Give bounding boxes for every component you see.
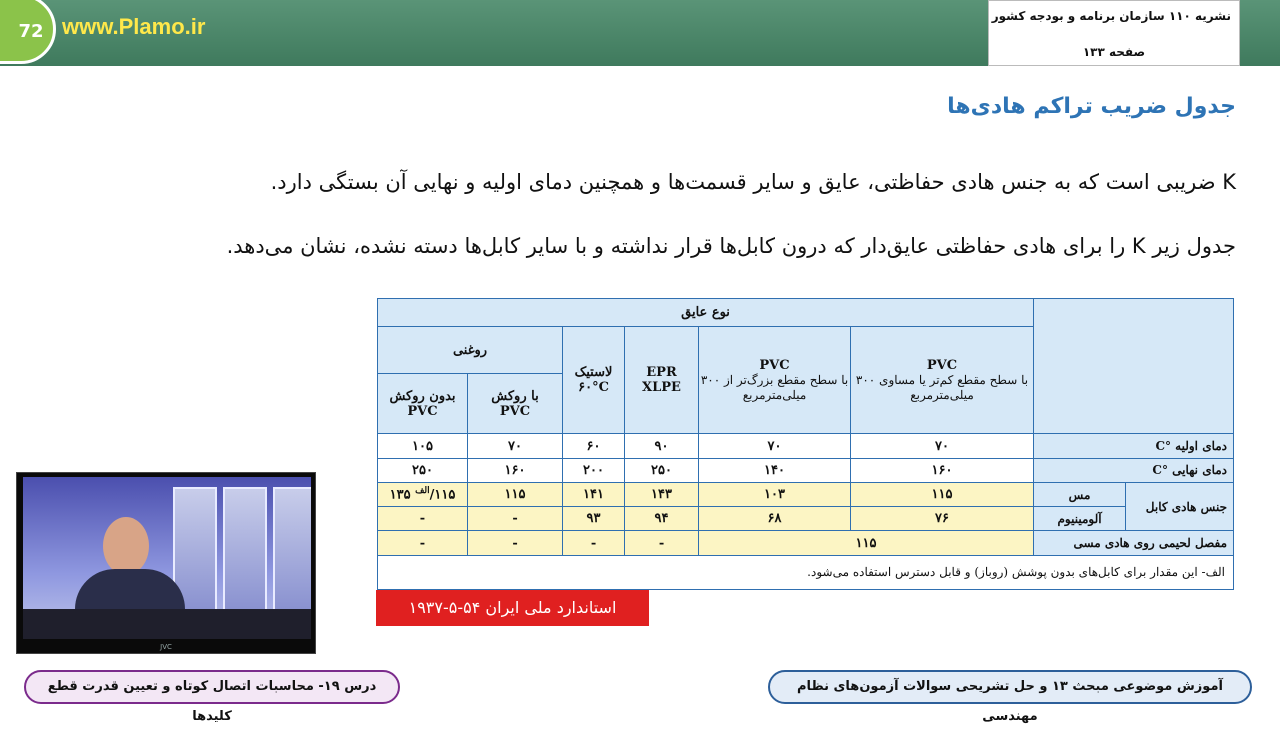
table-cell: ۱۴۳ xyxy=(625,482,699,506)
publication-page: صفحه ۱۳۳ xyxy=(1082,45,1146,59)
table-cell: ۲۰۰ xyxy=(563,458,625,482)
table-cell: - xyxy=(468,531,563,555)
table-cell: ۷۰ xyxy=(699,434,851,458)
col-epr-xlpe: EPR XLPE xyxy=(625,327,699,434)
publication-title: نشریه ۱۱۰ سازمان برنامه و بودجه کشور xyxy=(991,9,1231,23)
site-url: www.Plamo.ir xyxy=(62,14,206,39)
table-cell: ۷۰ xyxy=(851,434,1034,458)
lesson-title-pill: درس ۱۹- محاسبات اتصال کوتاه و تعیین قدرت قطع کلیدها xyxy=(24,670,400,704)
table-cell: ۱۱۵ xyxy=(851,482,1034,506)
col-rubber: لاستیک ۶۰°C xyxy=(563,327,625,434)
col-pvc-large: PVC با سطح مقطع بزرگ‌تر از ۳۰۰ میلی‌مترمربع xyxy=(699,327,851,434)
table-cell: ۲۵۰ xyxy=(625,458,699,482)
table-cell: - xyxy=(563,531,625,555)
table-cell: - xyxy=(625,531,699,555)
table-cell: ۱۶۰ xyxy=(851,458,1034,482)
table-cell-footnoted: ۱۱۵/$^{الف}$ ۱۳۵ xyxy=(378,482,468,506)
table-cell: ۲۵۰ xyxy=(378,458,468,482)
page-number-badge: 72 xyxy=(0,0,56,64)
backdrop-panel xyxy=(273,487,311,611)
table-cell: ۶۰ xyxy=(563,434,625,458)
table-cell: ۷۶ xyxy=(851,507,1034,531)
course-title-pill: آموزش موضوعی مبحث ۱۳ و حل تشریحی سوالات آزمون‌های نظام مهندسی xyxy=(768,670,1252,704)
col-oil-cover: با روکش PVC xyxy=(468,373,563,434)
table-corner xyxy=(1034,299,1234,434)
aluminum-label: آلومینیوم xyxy=(1034,507,1126,531)
monitor-brand: JVC xyxy=(160,643,172,651)
table-cell: ۹۴ xyxy=(625,507,699,531)
desk xyxy=(23,609,311,639)
table-cell: ۱۴۱ xyxy=(563,482,625,506)
col-oil: روغنی xyxy=(378,327,563,373)
table-cell: ۹۳ xyxy=(563,507,625,531)
table-cell: ۷۰ xyxy=(468,434,563,458)
lead-label: مفصل لحیمی روی هادی مسی xyxy=(1034,531,1234,555)
conductor-label: جنس هادی کابل xyxy=(1126,482,1234,531)
table-cell: - xyxy=(378,507,468,531)
table-row xyxy=(378,458,1234,482)
slide-heading: جدول ضریب تراکم هادی‌ها xyxy=(947,94,1236,119)
col-oil-nocover: بدون روکش PVC xyxy=(378,373,468,434)
table-row xyxy=(378,507,1234,531)
table-cell: ۱۰۳ xyxy=(699,482,851,506)
table-cell: ۹۰ xyxy=(625,434,699,458)
table-cell: ۱۴۰ xyxy=(699,458,851,482)
table-row xyxy=(378,434,1234,458)
table-cell: ۱۱۵ xyxy=(468,482,563,506)
paragraph-1: K ضریبی است که به جنس هادی حفاظتی، عایق و سایر قسمت‌ها و همچنین دمای اولیه و نهایی آن بستگی دارد. xyxy=(270,170,1236,194)
presenter-video[interactable] xyxy=(16,472,316,654)
table-cell: - xyxy=(468,507,563,531)
table-cell: ۱۶۰ xyxy=(468,458,563,482)
table-cell: - xyxy=(378,531,468,555)
table-row xyxy=(378,482,1234,506)
backdrop-panel xyxy=(223,487,267,611)
k-factor-table xyxy=(377,298,1234,590)
col-pvc-small: PVC با سطح مقطع کم‌تر یا مساوی ۳۰۰ میلی‌مترمربع xyxy=(851,327,1034,434)
table-row xyxy=(378,531,1234,555)
row-final-label: دمای نهایی °C xyxy=(1034,458,1234,482)
publication-box xyxy=(988,0,1240,66)
table-cell: ۱۰۵ xyxy=(378,434,468,458)
video-frame xyxy=(23,477,311,639)
top-bar xyxy=(0,0,1280,66)
copper-label: مس xyxy=(1034,482,1126,506)
table-footnote: الف- این مقدار برای کابل‌های بدون پوشش (روباز) و قابل دسترس استفاده می‌شود. xyxy=(378,555,1234,589)
row-initial-label: دمای اولیه °C xyxy=(1034,434,1234,458)
table-cell: ۱۱۵ xyxy=(699,531,1034,555)
paragraph-2: جدول زیر K را برای هادی حفاظتی عایق‌دار که درون کابل‌ها قرار نداشته و با سایر کابل‌ها دسته نشده، نشان می‌دهد. xyxy=(226,234,1236,258)
table-cell: ۶۸ xyxy=(699,507,851,531)
presenter-head xyxy=(103,517,149,575)
standard-label: استاندارد ملی ایران ۵۴-۵-۱۹۳۷ xyxy=(376,590,649,626)
insulation-type-header: نوع عایق xyxy=(378,299,1034,327)
